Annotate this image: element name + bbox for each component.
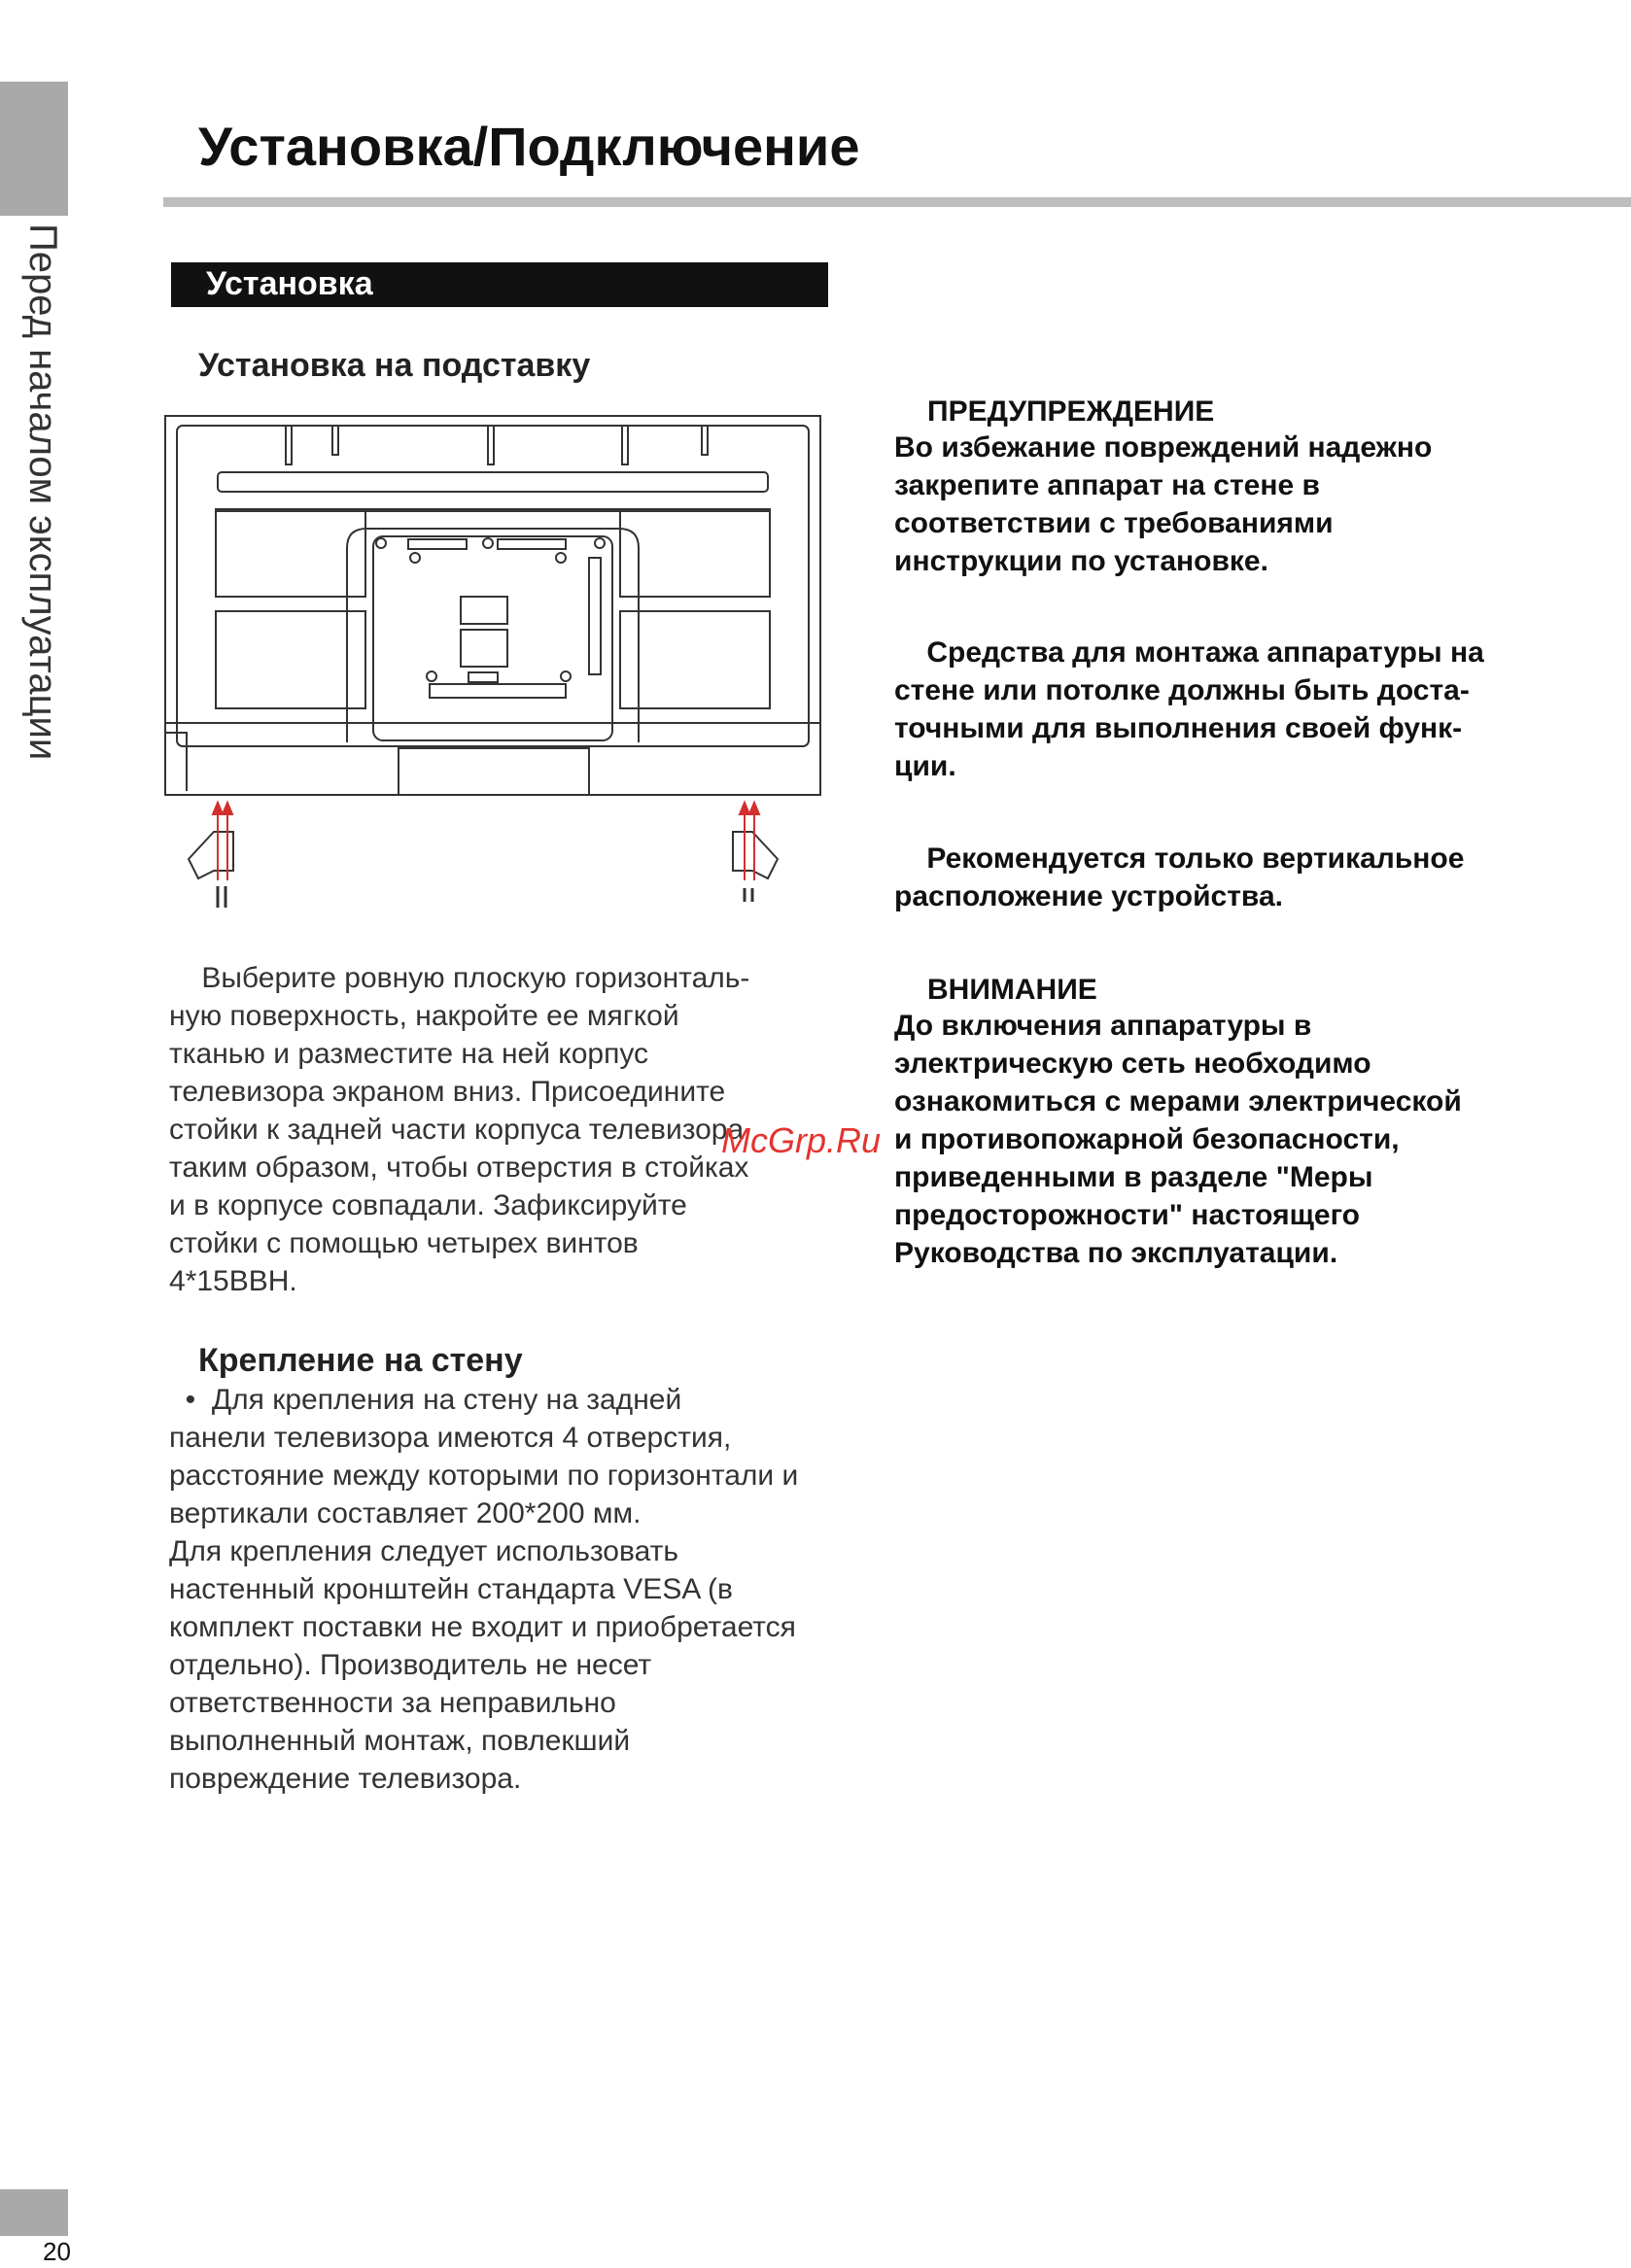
title-divider <box>163 197 1631 207</box>
stand-paragraph: Выберите ровную плоскую горизонталь- ную поверхность, накройте ее мягкой тканью и разместите на ней корпус телевизора экраном вниз. Присоедините стойки к задней части корпуса телевизора таким образом, чтобы отверстия в стойках и в корпусе совпадали. Зафиксируйте стойки с помощью четырех винтов 4*15BBH. <box>169 962 750 1297</box>
right-screws <box>745 888 752 902</box>
sidebar-tab <box>0 82 68 216</box>
section-header-bar <box>171 262 828 307</box>
wall-heading: Крепление на стену <box>198 1342 523 1379</box>
watermark: McGrp.Ru <box>721 1120 882 1160</box>
wall-paragraph: • Для крепления на стену на задней панели телевизора имеются 4 отверстия, расстояние между которыми по горизонтали и вертикали составляет 200*200 мм. Для крепления следует использовать настенный кронштейн стандарта VESA (в комплект поставки не входит и приобретается отдельно). Производитель не несет ответственности за неправильно выполненный монтаж, повлекший повреждение телевизора. <box>169 1384 799 1795</box>
caution-text: До включения аппаратуры в электрическую сеть необходимо ознакомиться с мерами электрической и противопожарной безопасности, приведенными в разделе "Меры предосторожности" настоящего Руководства по эксплуатации. <box>894 1010 1462 1269</box>
tv-stand-diagram <box>157 412 828 927</box>
sidebar-section-label: Перед началом эксплуатации <box>21 223 64 761</box>
page-number: 20 <box>43 2237 71 2266</box>
mounting-note: Средства для монтажа аппаратуры на стене или потолке должны быть доста- точными для выполнения своей функ- ции. <box>894 636 1484 782</box>
stand-heading: Установка на подставку <box>198 347 591 384</box>
section-title: Установка <box>206 265 373 302</box>
warning-heading: ПРЕДУПРЕЖДЕНИЕ <box>927 395 1215 428</box>
mounting-arrows <box>213 803 759 880</box>
warning-text: Во избежание повреждений надежно закрепите аппарат на стене в соответствии с требованиями инструкции по установке. <box>894 431 1433 577</box>
caution-heading: ВНИМАНИЕ <box>927 974 1097 1006</box>
page-title: Установка/Подключение <box>198 116 860 177</box>
page-number-tab <box>0 2189 68 2236</box>
left-screws <box>218 886 226 908</box>
vertical-note: Рекомендуется только вертикальное расположение устройства. <box>894 842 1465 912</box>
